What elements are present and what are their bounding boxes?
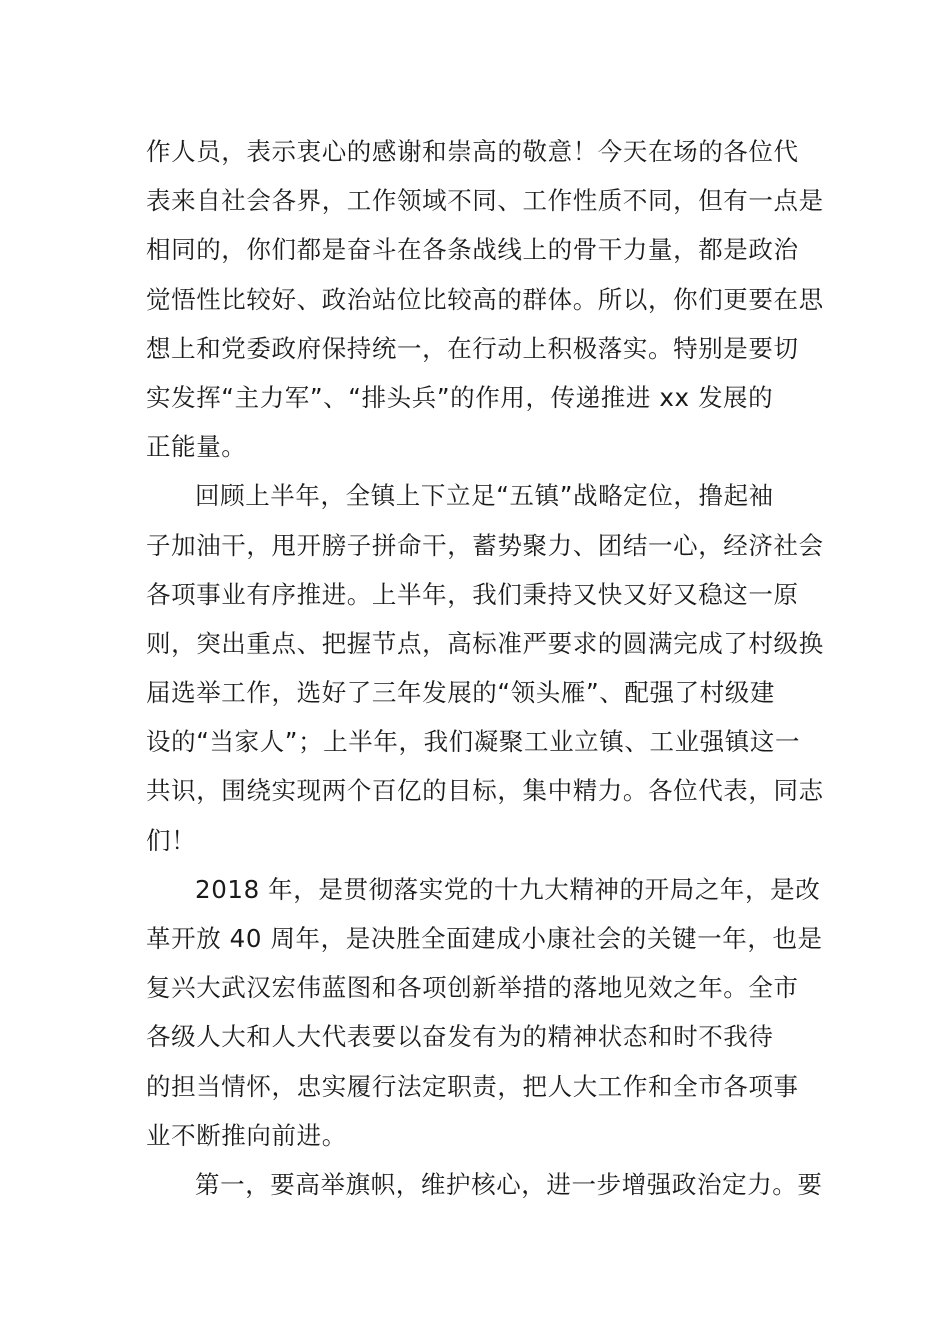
text-line: 回顾上半年，全镇上下立足“五镇”战略定位，撸起袖	[195, 481, 774, 511]
paragraph	[146, 471, 824, 865]
text-line: 业不断推向前进。	[146, 1120, 347, 1150]
text-line: 实发挥“主力军”、“排头兵”的作用，传递推进 xx 发展的	[146, 382, 774, 412]
text-line: 则，突出重点、把握节点，高标准严要求的圆满完成了村级换	[146, 628, 824, 658]
text-line: 复兴大武汉宏伟蓝图和各项创新举措的落地见效之年。全市	[146, 973, 799, 1003]
text-line: 们！	[146, 825, 197, 855]
text-line: 作人员，表示衷心的感谢和崇高的敬意！今天在场的各位代	[146, 137, 799, 166]
document-body	[146, 127, 824, 1209]
paragraph	[146, 127, 824, 471]
text-line: 想上和党委政府保持统一，在行动上积极落实。特别是要切	[146, 333, 799, 363]
text-line: 相同的，你们都是奋斗在各条战线上的骨干力量，都是政治	[146, 235, 799, 265]
text-line: 表来自社会各界，工作领域不同、工作性质不同，但有一点是	[146, 186, 824, 216]
paragraph	[146, 1160, 823, 1209]
paragraph	[146, 865, 823, 1160]
text-line: 各级人大和人大代表要以奋发有为的精神状态和时不我待	[146, 1022, 774, 1052]
text-line: 觉悟性比较好、政治站位比较高的群体。所以，你们更要在思	[146, 284, 824, 314]
text-line: 2018 年，是贯彻落实党的十九大精神的开局之年，是改	[195, 874, 821, 904]
text-line: 设的“当家人”；上半年，我们凝聚工业立镇、工业强镇这一	[146, 727, 801, 757]
text-line: 届选举工作，选好了三年发展的“领头雁”、配强了村级建	[146, 678, 775, 708]
text-line: 共识，围绕实现两个百亿的目标，集中精力。各位代表，同志	[146, 776, 824, 806]
text-line: 正能量。	[146, 432, 247, 462]
text-line: 革开放 40 周年，是决胜全面建成小康社会的关键一年，也是	[146, 924, 823, 953]
text-line: 子加油干，甩开膀子拼命干，蓄势聚力、团结一心，经济社会	[146, 530, 824, 560]
text-line: 的担当情怀，忠实履行法定职责，把人大工作和全市各项事	[146, 1071, 799, 1101]
text-line: 第一，要高举旗帜，维护核心，进一步增强政治定力。要	[195, 1169, 823, 1199]
text-line: 各项事业有序推进。上半年，我们秉持又快又好又稳这一原	[146, 579, 799, 609]
